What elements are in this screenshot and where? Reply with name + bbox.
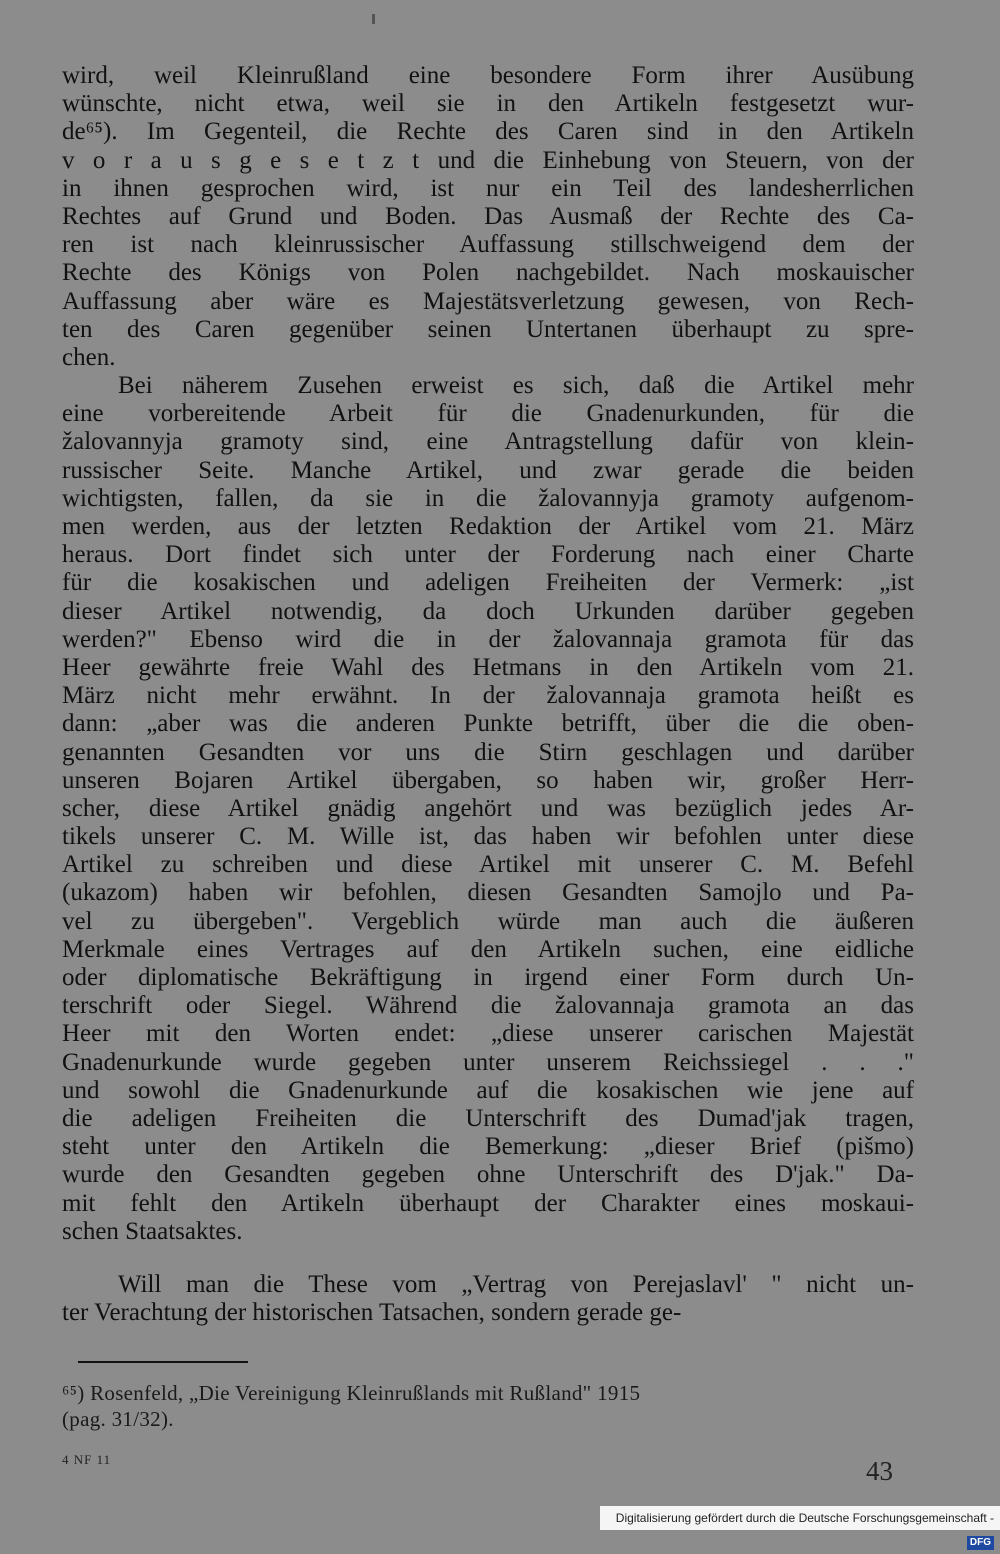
- text-line: Merkmale eines Vertrages auf den Artikeln suchen, eine eidliche: [62, 935, 914, 963]
- footnote: [62, 1380, 922, 1432]
- scan-mark: [372, 14, 375, 24]
- text-line: Rechte des Königs von Polen nachgebildet. Nach moskauischer: [62, 259, 914, 287]
- text-line: oder diplomatische Bekräftigung in irgend einer Form durch Un-: [62, 964, 914, 991]
- text-line: tikels unserer C. M. Wille ist, das haben wir befohlen unter diese: [62, 823, 914, 851]
- text-line: und sowohl die Gnadenurkunde auf die kosakischen wie jene auf: [62, 1076, 914, 1104]
- text-line: Heer gewährte freie Wahl des Hetmans in den Artikeln vom 21.: [62, 653, 914, 681]
- text-line: wünschte, nicht etwa, weil sie in den Artikeln festgesetzt wur-: [62, 90, 914, 118]
- body-text: [62, 62, 914, 1327]
- text-line: dieser Artikel notwendig, da doch Urkunden darüber gegeben: [62, 597, 914, 625]
- text-line: März nicht mehr erwähnt. In der žalovannaja gramota heißt es: [62, 682, 914, 710]
- text-line: ten des Caren gegenüber seinen Untertanen überhaupt zu spre-: [62, 315, 914, 343]
- text-line: men werden, aus der letzten Redaktion der Artikel vom 21. März: [62, 513, 914, 540]
- text-line: wurde den Gesandten gegeben ohne Unterschrift des D'jak." Da-: [62, 1161, 914, 1189]
- text-line: ter Verachtung der historischen Tatsachen, sondern gerade ge-: [62, 1299, 682, 1327]
- text-line: chen.: [62, 343, 116, 371]
- text-line: eine vorbereitende Arbeit für die Gnadenurkunden, für die: [62, 400, 914, 428]
- text-line: v o r a u s g e s e t z t und die Einhebung von Steuern, von der: [62, 146, 914, 174]
- text-line: wird, weil Kleinrußland eine besondere Form ihrer Ausübung: [62, 62, 914, 89]
- text-line: vel zu übergeben". Vergeblich würde man auch die äußeren: [62, 907, 914, 935]
- text-line: scher, diese Artikel gnädig angehört und was bezüglich jedes Ar-: [62, 794, 914, 822]
- text-line: wichtigsten, fallen, da sie in die žalovannyja gramoty aufgenom-: [62, 484, 914, 512]
- paragraph-gap: [62, 1246, 914, 1271]
- paragraph: [62, 62, 914, 372]
- text-line: steht unter den Artikeln die Bemerkung: „dieser Brief (pišmo): [62, 1133, 914, 1161]
- text-line: terschrift oder Siegel. Während die žalovannaja gramota an das: [62, 992, 914, 1020]
- text-line: in ihnen gesprochen wird, ist nur ein Teil des landesherrlichen: [62, 174, 914, 202]
- footnote-rule: [78, 1361, 248, 1363]
- digitization-credit: [600, 1506, 1000, 1548]
- text-line: Auffassung aber wäre es Majestätsverletzung gewesen, von Rech-: [62, 287, 914, 315]
- text-line: genannten Gesandten vor uns die Stirn geschlagen und darüber: [62, 738, 914, 766]
- paragraph: [62, 372, 914, 1246]
- text-line: für die kosakischen und adeligen Freiheiten der Vermerk: „ist: [62, 569, 914, 597]
- text-line: die adeligen Freiheiten die Unterschrift des Dumad'jak tragen,: [62, 1104, 914, 1132]
- footnote-line: (pag. 31/32).: [62, 1407, 174, 1431]
- text-line: ren ist nach kleinrussischer Auffassung stillschweigend dem der: [62, 231, 914, 259]
- dfg-logo: DFG: [967, 1536, 994, 1550]
- credit-text: Digitalisierung gefördert durch die Deutsche Forschungsgemeinschaft -: [615, 1511, 994, 1525]
- text-line: (ukazom) haben wir befohlen, diesen Gesandten Samojlo und Pa-: [62, 879, 914, 907]
- text-line: russischer Seite. Manche Artikel, und zwar gerade die beiden: [62, 456, 914, 484]
- text-line: žalovannyja gramoty sind, eine Antragstellung dafür von klein-: [62, 428, 914, 456]
- text-line: Gnadenurkunde wurde gegeben unter unserem Reichssiegel . . .": [62, 1048, 914, 1076]
- text-line: heraus. Dort findet sich unter der Forderung nach einer Charte: [62, 541, 914, 569]
- text-line: schen Staatsaktes.: [62, 1217, 243, 1245]
- text-line: de⁶⁵). Im Gegenteil, die Rechte des Caren sind in den Artikeln: [62, 118, 914, 146]
- footnote-line: ⁶⁵) Rosenfeld, „Die Vereinigung Kleinrußlands mit Rußland" 1915: [62, 1381, 641, 1405]
- text-line: Rechtes auf Grund und Boden. Das Ausmaß der Rechte des Ca-: [62, 202, 914, 230]
- text-line: Bei näherem Zusehen erweist es sich, daß die Artikel mehr: [118, 372, 914, 400]
- text-line: Will man die These vom „Vertrag von Perejaslavl' " nicht un-: [118, 1270, 914, 1298]
- signature-mark: 4 NF 11: [62, 1452, 112, 1467]
- page-number: 43: [866, 1456, 893, 1486]
- text-line: Artikel zu schreiben und diese Artikel mit unserer C. M. Befehl: [62, 851, 914, 879]
- text-line: Heer mit den Worten endet: „diese unserer carischen Majestät: [62, 1020, 914, 1048]
- paragraph: [62, 1271, 914, 1327]
- text-line: unseren Bojaren Artikel übergaben, so haben wir, großer Herr-: [62, 766, 914, 794]
- text-line: werden?" Ebenso wird die in der žalovannaja gramota für das: [62, 625, 914, 653]
- text-line: mit fehlt den Artikeln überhaupt der Charakter eines moskaui-: [62, 1189, 914, 1217]
- text-line: dann: „aber was die anderen Punkte betrifft, über die die oben-: [62, 710, 914, 738]
